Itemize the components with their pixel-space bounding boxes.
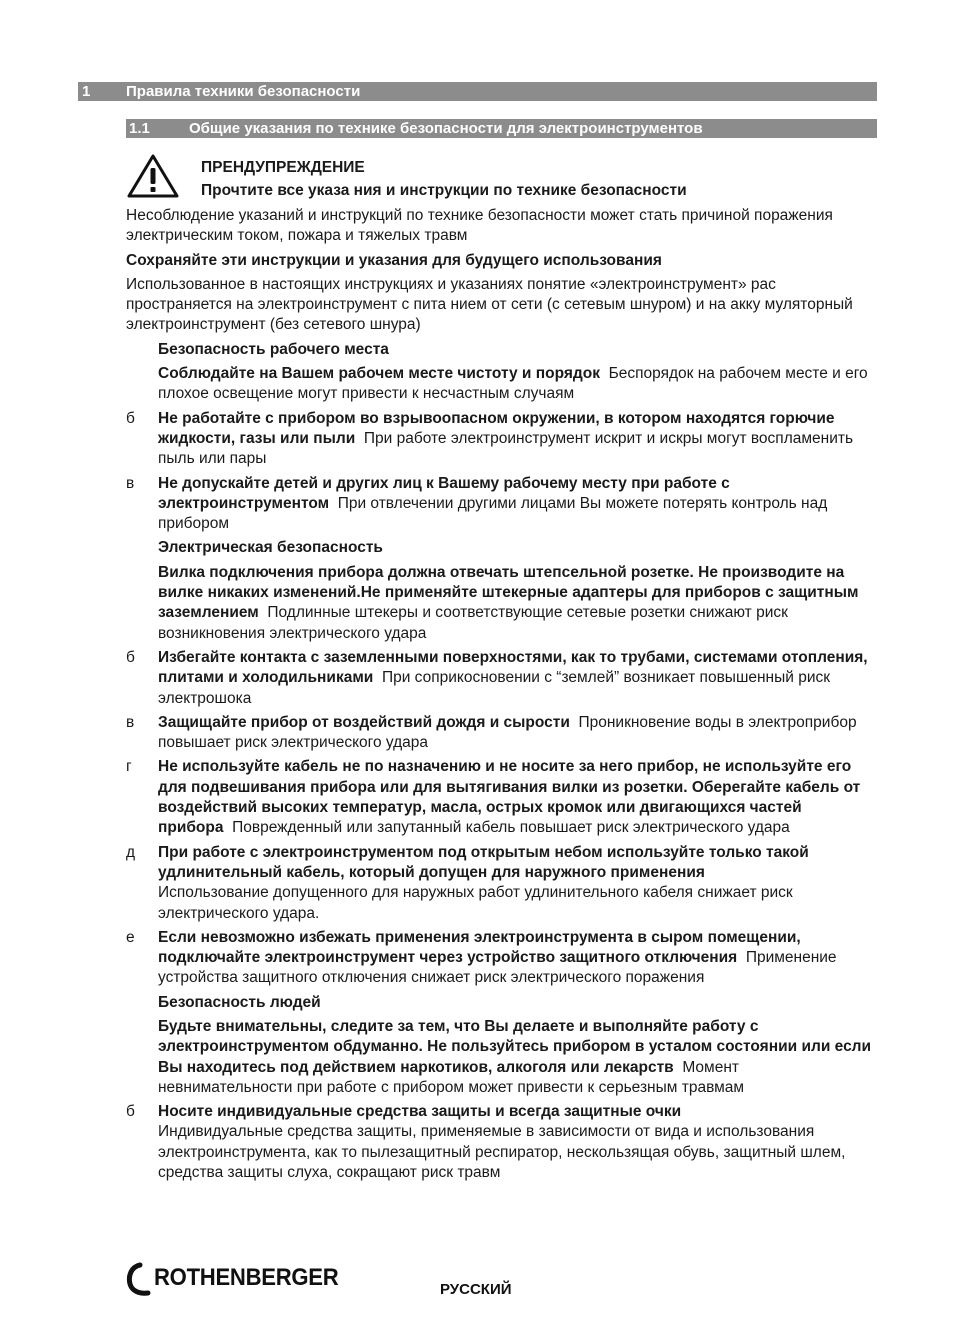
item-marker: в: [126, 474, 135, 492]
item-marker: б: [126, 648, 135, 666]
item-marker: б: [126, 409, 135, 427]
item-bold: Соблюдайте на Вашем рабочем месте чистоту и порядок: [158, 365, 600, 383]
item-text: При соприкосновении с “землей” возникает повышенный риск электрошока: [158, 669, 831, 707]
item-marker: д: [126, 843, 136, 861]
electrical-list: [126, 563, 872, 989]
warning-triangle-icon: [126, 153, 180, 199]
list-item: [126, 563, 872, 644]
item-text: Поврежденный или запутанный кабель повышает риск электрического удара: [232, 819, 790, 837]
item-marker: е: [126, 928, 135, 946]
intro-paragraph: Несоблюдение указаний и инструкций по технике безопасности может стать причиной поражения электрическим током, пожара и тяжелых травм: [126, 207, 833, 245]
brand-mark-icon: [126, 1262, 152, 1296]
list-item: [126, 474, 872, 535]
brand-name: ROTHENBERGER: [154, 1264, 339, 1291]
item-bold: Если невозможно избежать применения электроинструмента в сыром помещении, подключайте электроинструмент через устройство защитного отключения: [158, 928, 801, 967]
item-bold: Не используйте кабель не по назначению и не носите за него прибор, не используйте его для подвешивания прибора или для вытягивания вилки из розетки. Оберегайте кабель от воздействий высоких температур, масла, острых кромок или двигающихся частей прибора: [158, 758, 861, 837]
list-item: [126, 713, 872, 754]
item-bold: Будьте внимательны, следите за тем, что Вы делаете и выполняйте работу с электроинструментом обдуманно. Не пользуйтесь прибором в усталом состоянии или если Вы находитесь под действием наркотиков, алкоголя или лекарств: [158, 1017, 872, 1076]
item-marker: [126, 364, 158, 405]
electrical-heading: Электрическая безопасность: [158, 539, 383, 557]
brand-logo: [126, 1262, 361, 1296]
item-marker: [126, 1017, 158, 1098]
section-header: [78, 82, 877, 101]
item-text: Проникновение воды в электроприбор повышает риск электрического удара: [158, 713, 857, 752]
section-number: 1: [82, 83, 91, 100]
item-marker: г: [126, 758, 132, 776]
item-marker: в: [126, 713, 135, 731]
list-item: [126, 1102, 872, 1183]
list-item: [126, 757, 872, 838]
item-bold: Защищайте прибор от воздействий дождя и сырости: [158, 713, 570, 731]
subsection-number: 1.1: [129, 120, 150, 137]
personal-list: [126, 1017, 872, 1183]
item-text: При работе электроинструмент искрит и искры могут воспламенить пыль или пары: [158, 429, 854, 468]
warning-heading: ПРЕНДУПРЕЖДЕНИЕ: [201, 159, 365, 176]
section-title: Правила техники безопасности: [126, 83, 361, 100]
item-bold: Не допускайте детей и других лиц к Вашему рабочему месту при работе с электроинструментом: [158, 474, 730, 512]
item-bold: Избегайте контакта с заземленными поверхностями, как то трубами, системами отопления, плитами и холодильниками: [158, 648, 868, 687]
item-bold: Вилка подключения прибора должна отвечать штепсельной розетке. Не производите на вилке никаких изменений.Не применяйте штекерные адаптеры для приборов с защитным заземлением: [158, 563, 859, 622]
item-text: Момент невнимательности при работе с прибором может привести к серьезным травмам: [158, 1058, 745, 1096]
keep-instructions: Сохраняйте эти инструкции и указания для будущего использования: [126, 251, 662, 269]
definition-paragraph: Использованное в настоящих инструкциях и указаниях понятие «электроинструмент» рас пространяется на электроинструмент с пита нием от сети (с сетевым шнуром) и на акку муляторный электроинструмент (без сетевого шнура): [126, 275, 853, 334]
personal-heading: Безопасность людей: [158, 993, 321, 1011]
item-text: Подлинные штекеры и соответствующие сетевые розетки снижают риск возникновения электрического удара: [158, 604, 788, 642]
subsection-title: Общие указания по технике безопасности для электроинструментов: [189, 120, 703, 137]
workplace-heading: Безопасность рабочего места: [158, 340, 389, 358]
footer-language: РУССКИЙ: [440, 1281, 512, 1298]
warning-subheading: Прочтите все указа ния и инструкции по технике безопасности: [201, 182, 687, 199]
item-marker: [126, 563, 158, 644]
list-item: [126, 364, 872, 405]
item-text: При отвлечении другими лицами Вы можете потерять контроль над прибором: [158, 494, 828, 533]
item-text: Применение устройства защитного отключения снижает риск электрического поражения: [158, 949, 837, 987]
list-item: [126, 928, 872, 989]
workplace-list: [126, 364, 872, 534]
list-item: [126, 648, 872, 709]
subsection-header: [126, 119, 877, 138]
item-text: Беспорядок на рабочем месте и его плохое освещение могут привести к несчастным случаям: [158, 365, 868, 403]
item-bold: При работе с электроинструментом под открытым небом используйте только такой удлинительный кабель, который допущен для наружного применения: [158, 843, 809, 881]
list-item: [126, 1017, 872, 1098]
list-item: [126, 843, 872, 924]
item-bold: Не работайте с прибором во взрывоопасном окружении, в котором находятся горючие жидкости, газы или пыли: [158, 409, 835, 447]
document-body: [126, 206, 872, 1187]
item-text: Индивидуальные средства защиты, применяемые в зависимости от вида и использования электроинструмента, как то пылезащитный респиратор, нескользящая обувь, защитный шлем, средства защиты слуха, сокращают риск травм: [158, 1123, 846, 1182]
item-marker: б: [126, 1103, 135, 1121]
list-item: [126, 409, 872, 470]
item-text: Использование допущенного для наружных работ удлинительного кабеля снижает риск электрического удара.: [158, 884, 793, 922]
item-bold: Носите индивидуальные средства защиты и всегда защитные очки: [158, 1103, 682, 1121]
